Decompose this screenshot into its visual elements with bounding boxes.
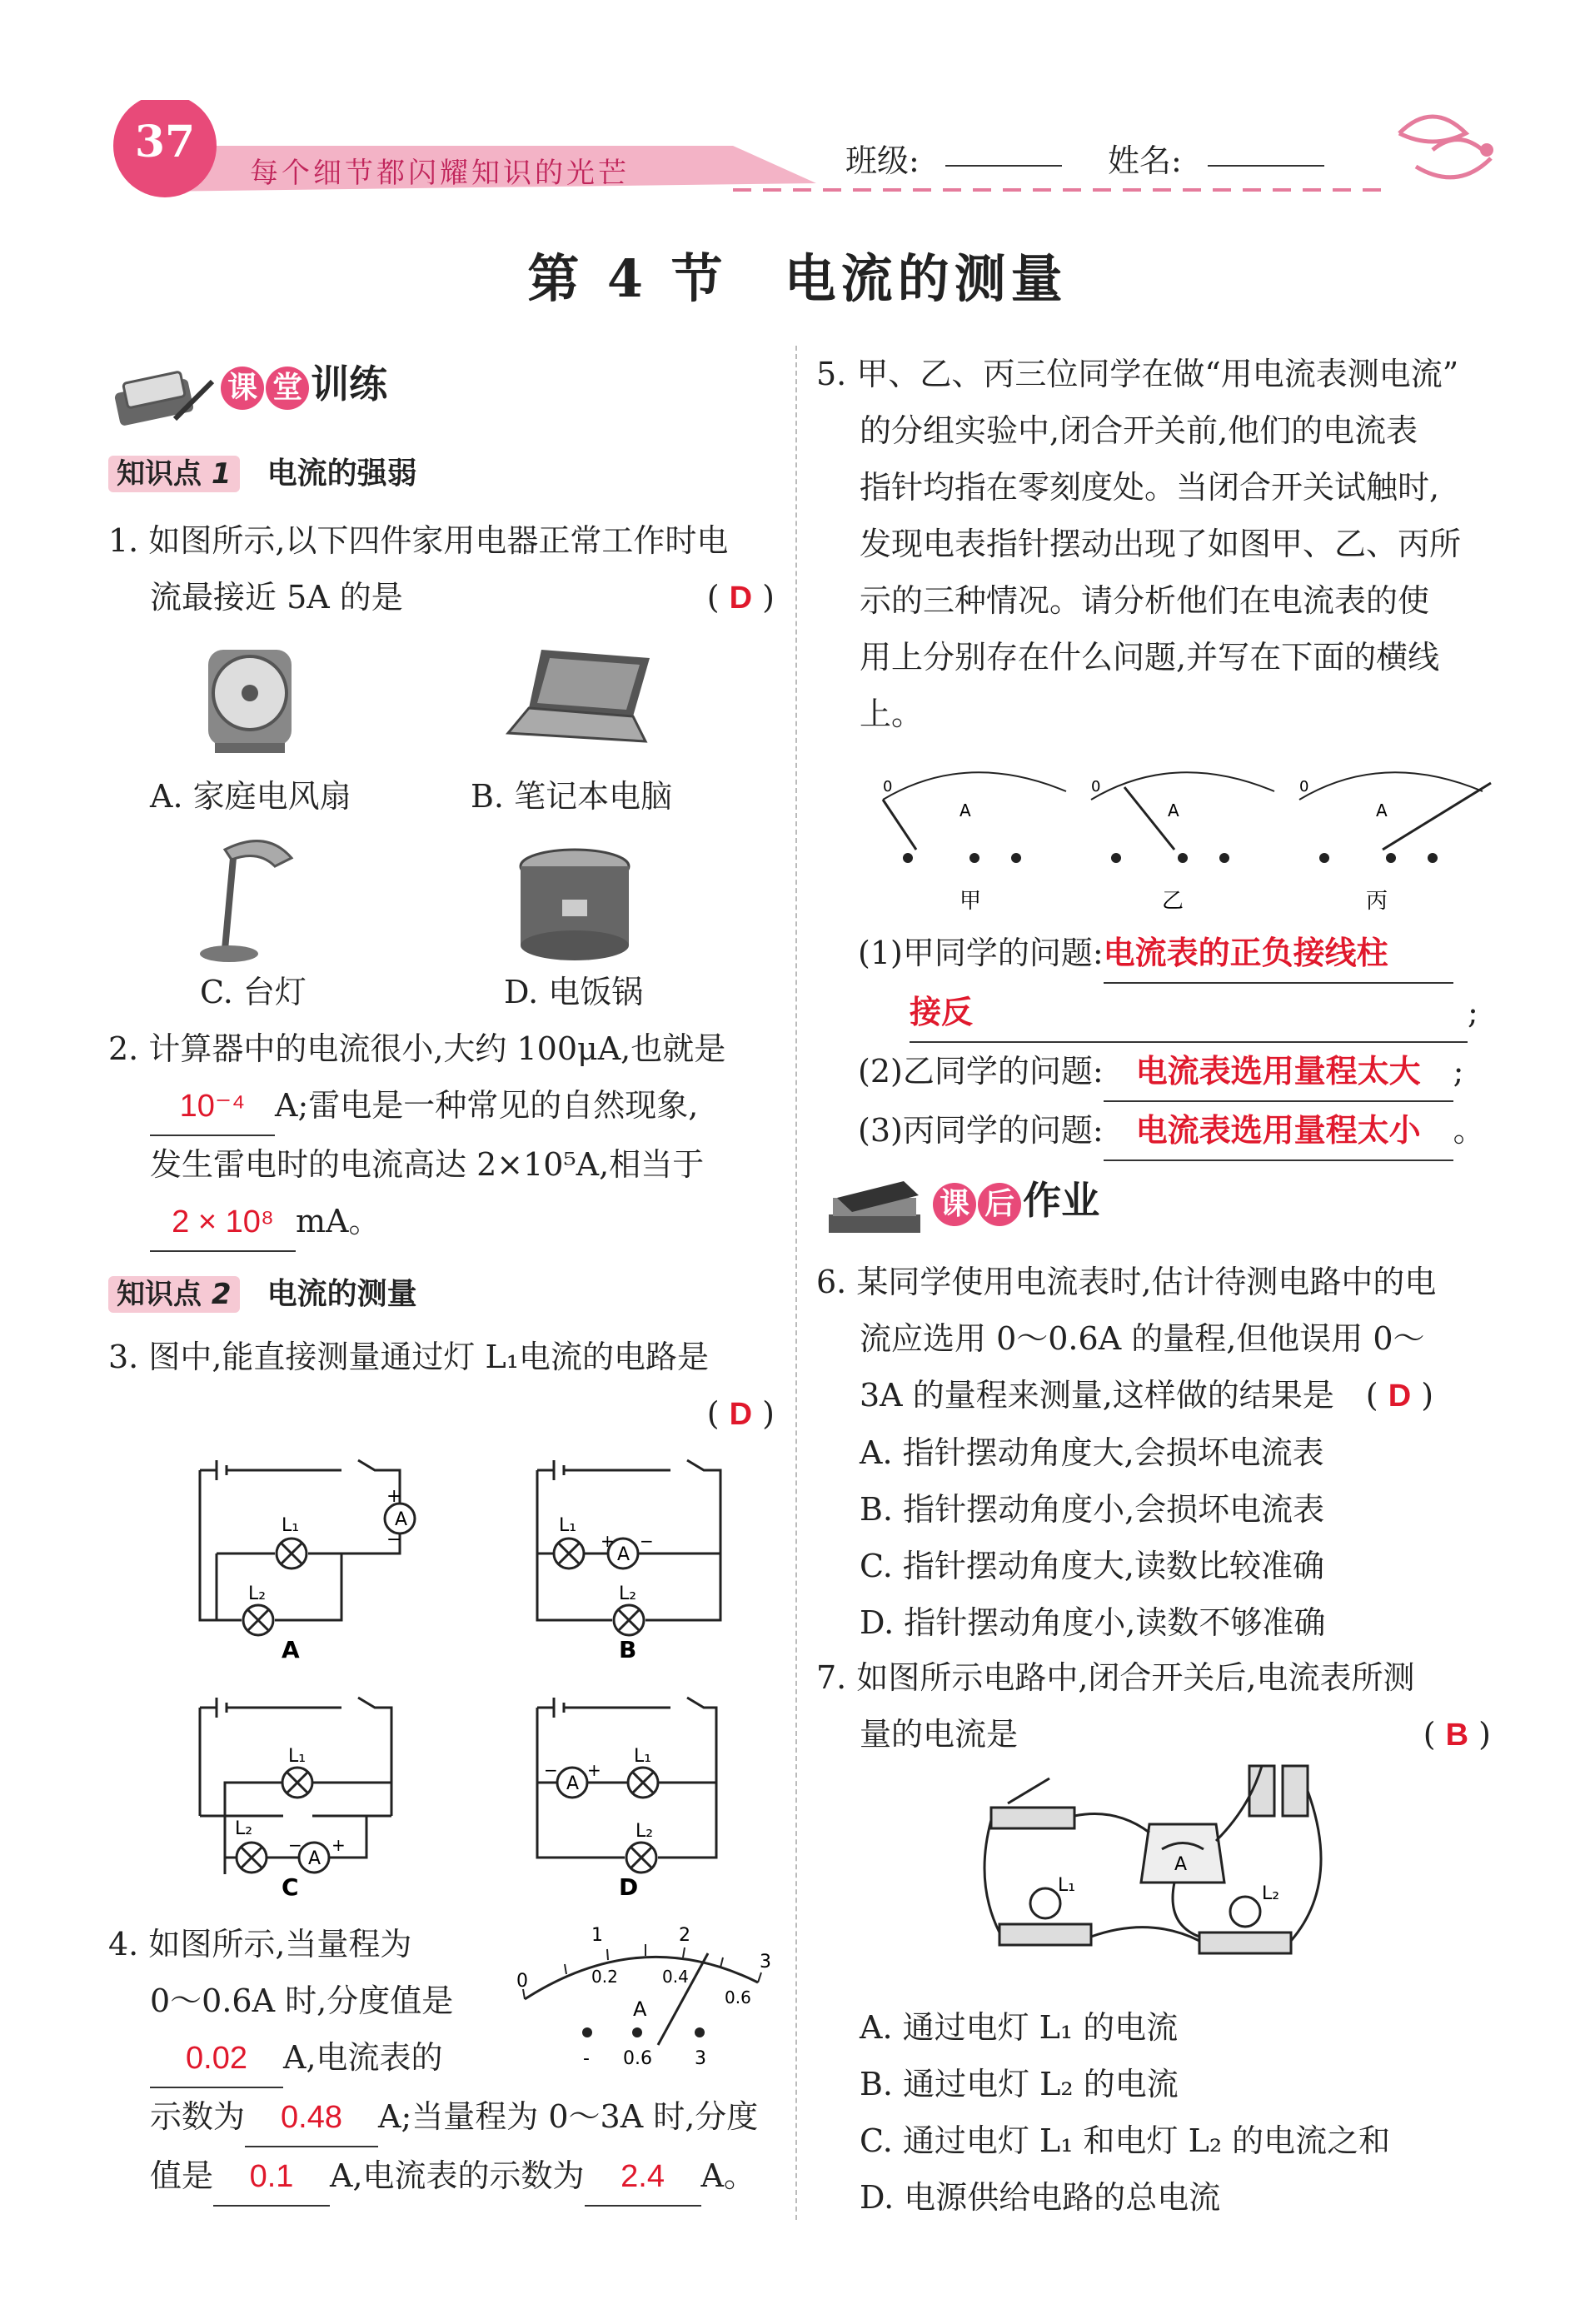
kp-label: 知识点 — [117, 457, 202, 491]
header-slogan: 每个细节都闪耀知识的光芒 — [250, 157, 630, 190]
label-l2: L₂ — [248, 1583, 267, 1604]
kp-number: 2 — [211, 1278, 232, 1311]
label-l1: L₁ — [288, 1746, 307, 1767]
q5-answer-1b[interactable]: 接反 — [910, 985, 1468, 1043]
terminal-3: 3 — [695, 2048, 706, 2069]
q2-line-2: A;雷电是一种常见的自然现象, — [275, 1087, 699, 1124]
kp-title: 电流的强弱 — [267, 456, 417, 491]
svg-text:−: − — [640, 1531, 654, 1551]
q7-option-a: A. 通过电灯 L₁ 的电流 — [860, 2009, 1179, 2046]
section-text: 作业 — [1023, 1178, 1100, 1223]
electric-fan-image — [192, 641, 308, 758]
q5-line-4: 发现电表指针摆动出现了如图甲、乙、丙所 — [860, 526, 1462, 562]
q4-answer-3[interactable]: 0.1 — [213, 2148, 330, 2207]
dial-unit: A — [633, 1997, 647, 2021]
dial-unit: A — [1376, 800, 1388, 820]
q3-answer: D — [729, 1397, 753, 1432]
dial-top-0: 0 — [516, 1971, 528, 1992]
q5-answer-2[interactable]: 电流表选用量程太大 — [1104, 1044, 1453, 1102]
question-6: 6. 某同学使用电流表时,估计待测电路中的电 流应选用 0～0.6A 的量程,但他误用 0～ 3A 的量程来测量,这样做的结果是 ( D ) A. 指针摆动角度大,会损坏电流表 B. 指针摆动角度小,会损坏电流表 C. 指针摆动角度大,读数比较准确 D. 指针摆动角度小,读数不够准确 — [816, 1254, 1491, 1651]
question-3 — [108, 1329, 775, 1443]
svg-text:−: − — [544, 1760, 558, 1780]
q7-option-b: B. 通过电灯 L₂ 的电流 — [860, 2066, 1179, 2102]
page-number: 37 — [134, 117, 196, 167]
q1-option-c: C. 台灯 — [200, 974, 307, 1010]
q6-option-c: C. 指针摆动角度大,读数比较准确 — [860, 1548, 1324, 1584]
q6-line-3: 3A 的量程来测量,这样做的结果是 — [860, 1377, 1334, 1414]
q1-option-b: B. 笔记本电脑 — [471, 778, 673, 815]
q5-answer-3[interactable]: 电流表选用量程太小 — [1104, 1103, 1453, 1161]
svg-text:−: − — [386, 1529, 402, 1550]
q4-line-2: 0～0.6A 时,分度值是 — [150, 1982, 454, 2019]
name-label: 姓名: — [1108, 142, 1182, 179]
q7-options — [860, 1999, 1509, 2226]
q6-answer: D — [1388, 1379, 1412, 1414]
q2-answer-1[interactable]: 10⁻⁴ — [150, 1078, 275, 1136]
lesson-title: 第 4 节 电流的测量 — [527, 248, 1068, 309]
dial-top-1: 1 — [591, 1925, 603, 1946]
circuit-d — [521, 1691, 737, 1899]
q6-line-1: 6. 某同学使用电流表时,估计待测电路中的电 — [816, 1264, 1437, 1300]
q4-line-7: A,电流表的示数为 — [330, 2157, 585, 2194]
q7-line-2: 量的电流是 — [860, 1716, 1019, 1753]
q4-line-1: 4. 如图所示,当量程为 — [108, 1926, 412, 1962]
q2-line-4: mA。 — [296, 1203, 381, 1239]
rice-cooker-image — [512, 841, 637, 966]
label-l1: L₁ — [634, 1746, 652, 1767]
q7-line-1: 7. 如图所示电路中,闭合开关后,电流表所测 — [816, 1659, 1415, 1696]
class-field[interactable] — [945, 165, 1062, 167]
three-meters — [866, 750, 1499, 916]
q4-line-5: A;当量程为 0～3A 时,分度 — [378, 2098, 759, 2135]
svg-text:−: − — [288, 1835, 302, 1855]
section-text: 训练 — [311, 362, 388, 406]
q1-line-2: 流最接近 5A 的是 — [150, 579, 403, 616]
svg-text:+: + — [331, 1835, 346, 1855]
terminal-06: 0.6 — [623, 2048, 652, 2069]
kp-title: 电流的测量 — [267, 1277, 417, 1311]
q5-line-2: 的分组实验中,闭合开关前,他们的电流表 — [860, 412, 1418, 449]
q5-answers: (1)甲同学的问题:电流表的正负接线柱 接反 ; (2)乙同学的问题: 电流表选用量程太大 ; (3)丙同学的问题: 电流表选用量程太小 。 — [858, 925, 1508, 1161]
circuit-a — [183, 1454, 416, 1662]
circuit-b — [521, 1454, 737, 1662]
q4-answer-2[interactable]: 0.48 — [245, 2089, 378, 2147]
label-l2: L₂ — [636, 1821, 654, 1842]
q7-option-c: C. 通过电灯 L₁ 和电灯 L₂ 的电流之和 — [860, 2122, 1391, 2159]
section-homework — [820, 1170, 1099, 1244]
notebook-pen-icon — [108, 361, 217, 427]
real-label-l1: L₁ — [1058, 1875, 1076, 1896]
meter-caption-yi: 乙 — [1162, 889, 1184, 914]
section-char-2: 堂 — [266, 367, 309, 410]
q5-line-1: 5. 甲、乙、丙三位同学在做“用电流表测电流” — [816, 356, 1459, 392]
q6-option-b: B. 指针摆动角度小,会损坏电流表 — [860, 1491, 1325, 1528]
q5-sub-2: (2)乙同学的问题: — [858, 1053, 1104, 1090]
dial-top-3: 3 — [760, 1952, 771, 1972]
q4-line-6: 值是 — [150, 2157, 214, 2194]
circuit-b-label: B — [619, 1636, 637, 1662]
q2-line-3: 发生雷电时的电流高达 2×10⁵A,相当于 — [150, 1146, 705, 1183]
question-5 — [816, 346, 1491, 742]
circuit-c — [183, 1691, 416, 1899]
q6-line-2: 流应选用 0～0.6A 的量程,但他误用 0～ — [860, 1320, 1425, 1357]
label-l1: L₁ — [559, 1515, 577, 1536]
section-char-1: 课 — [221, 367, 264, 410]
section-char-1: 课 — [933, 1183, 976, 1226]
label-l2: L₂ — [619, 1583, 637, 1604]
q4-answer-4[interactable]: 2.4 — [585, 2148, 701, 2207]
q6-option-d: D. 指针摆动角度小,读数不够准确 — [860, 1604, 1326, 1641]
q1-line-1: 1. 如图所示,以下四件家用电器正常工作时电 — [108, 522, 729, 559]
knowledge-point-2 — [108, 1270, 417, 1313]
svg-text:A: A — [566, 1773, 580, 1794]
kp-number: 1 — [211, 457, 232, 491]
laptop-image — [491, 641, 658, 758]
class-label: 班级: — [845, 142, 920, 179]
q2-answer-2[interactable]: 2 × 10⁸ — [150, 1194, 296, 1252]
dial-unit: A — [959, 800, 971, 820]
circuit-a-label: A — [282, 1636, 300, 1662]
q1-option-a: A. 家庭电风扇 — [150, 778, 351, 815]
circuit-d-label: D — [619, 1873, 639, 1899]
dial-top-0: 0 — [883, 778, 893, 795]
page-header — [100, 100, 1516, 200]
q4-answer-1[interactable]: 0.02 — [150, 2030, 283, 2088]
kp-label: 知识点 — [117, 1278, 202, 1311]
name-field[interactable] — [1208, 165, 1324, 167]
question-2 — [108, 1020, 783, 1252]
dial-top-0: 0 — [1091, 778, 1101, 795]
q7-answer: B — [1445, 1718, 1469, 1753]
q4-line-3: A,电流表的 — [283, 2039, 443, 2076]
dial-top-2: 2 — [679, 1925, 690, 1946]
dial-bottom-3: 0.6 — [725, 1987, 751, 2007]
q5-line-5: 示的三种情况。请分析他们在电流表的使 — [860, 582, 1430, 619]
q4-line-4: 示数为 — [150, 2098, 246, 2135]
circuit-c-label: C — [282, 1873, 299, 1899]
question-1 — [108, 512, 775, 626]
column-divider — [795, 346, 797, 2220]
real-circuit-diagram — [974, 1758, 1349, 1974]
q5-sub-3: (3)丙同学的问题: — [858, 1112, 1104, 1149]
meter-caption-jia: 甲 — [959, 889, 982, 914]
q1-answer-bracket: ( D ) — [706, 579, 775, 616]
meter-caption-bing: 丙 — [1366, 889, 1388, 914]
q5-line-6: 用上分别存在什么问题,并写在下面的横线 — [860, 639, 1440, 676]
desk-lamp-image — [192, 833, 308, 966]
svg-text:A: A — [395, 1509, 408, 1530]
q7-option-d: D. 电源供给电路的总电流 — [860, 2179, 1221, 2216]
dial-top-0: 0 — [1299, 778, 1309, 795]
q7-answer-bracket: ( B ) — [1423, 1716, 1491, 1753]
svg-text:+: + — [386, 1486, 402, 1507]
q1-option-d: D. 电饭锅 — [504, 974, 644, 1010]
dial-bottom-1: 0.2 — [591, 1967, 618, 1987]
q3-line-1: 3. 图中,能直接测量通过灯 L₁电流的电路是 — [108, 1339, 709, 1375]
question-7 — [816, 1649, 1491, 1763]
q5-answer-1a[interactable]: 电流表的正负接线柱 — [1104, 925, 1453, 984]
q5-sub-1: (1)甲同学的问题: — [858, 935, 1104, 971]
section-char-2: 后 — [978, 1183, 1021, 1226]
terminal-neg: - — [583, 2048, 590, 2069]
q6-option-a: A. 指针摆动角度大,会损坏电流表 — [860, 1434, 1324, 1471]
section-classroom — [108, 354, 387, 427]
q2-line-1: 2. 计算器中的电流很小,大约 100μA,也就是 — [108, 1030, 726, 1067]
dial-bottom-2: 0.4 — [662, 1967, 689, 1987]
ammeter-dial — [500, 1908, 783, 2074]
knowledge-point-1 — [108, 450, 417, 492]
dial-unit: A — [1168, 800, 1179, 820]
real-meter-unit: A — [1174, 1854, 1188, 1875]
q5-line-7: 上。 — [860, 696, 924, 732]
q5-line-3: 指针均指在零刻度处。当闭合开关试触时, — [860, 469, 1440, 506]
svg-text:+: + — [587, 1760, 601, 1780]
q3-answer-bracket: ( D ) — [706, 1395, 775, 1432]
label-l1: L₁ — [282, 1515, 300, 1536]
svg-text:A: A — [617, 1544, 631, 1565]
books-icon — [820, 1177, 929, 1244]
svg-text:A: A — [308, 1848, 321, 1869]
label-l2: L₂ — [235, 1818, 253, 1839]
q1-answer: D — [729, 581, 753, 616]
q4-line-8: A。 — [700, 2157, 755, 2194]
svg-text:+: + — [601, 1531, 615, 1551]
real-label-l2: L₂ — [1262, 1883, 1280, 1904]
